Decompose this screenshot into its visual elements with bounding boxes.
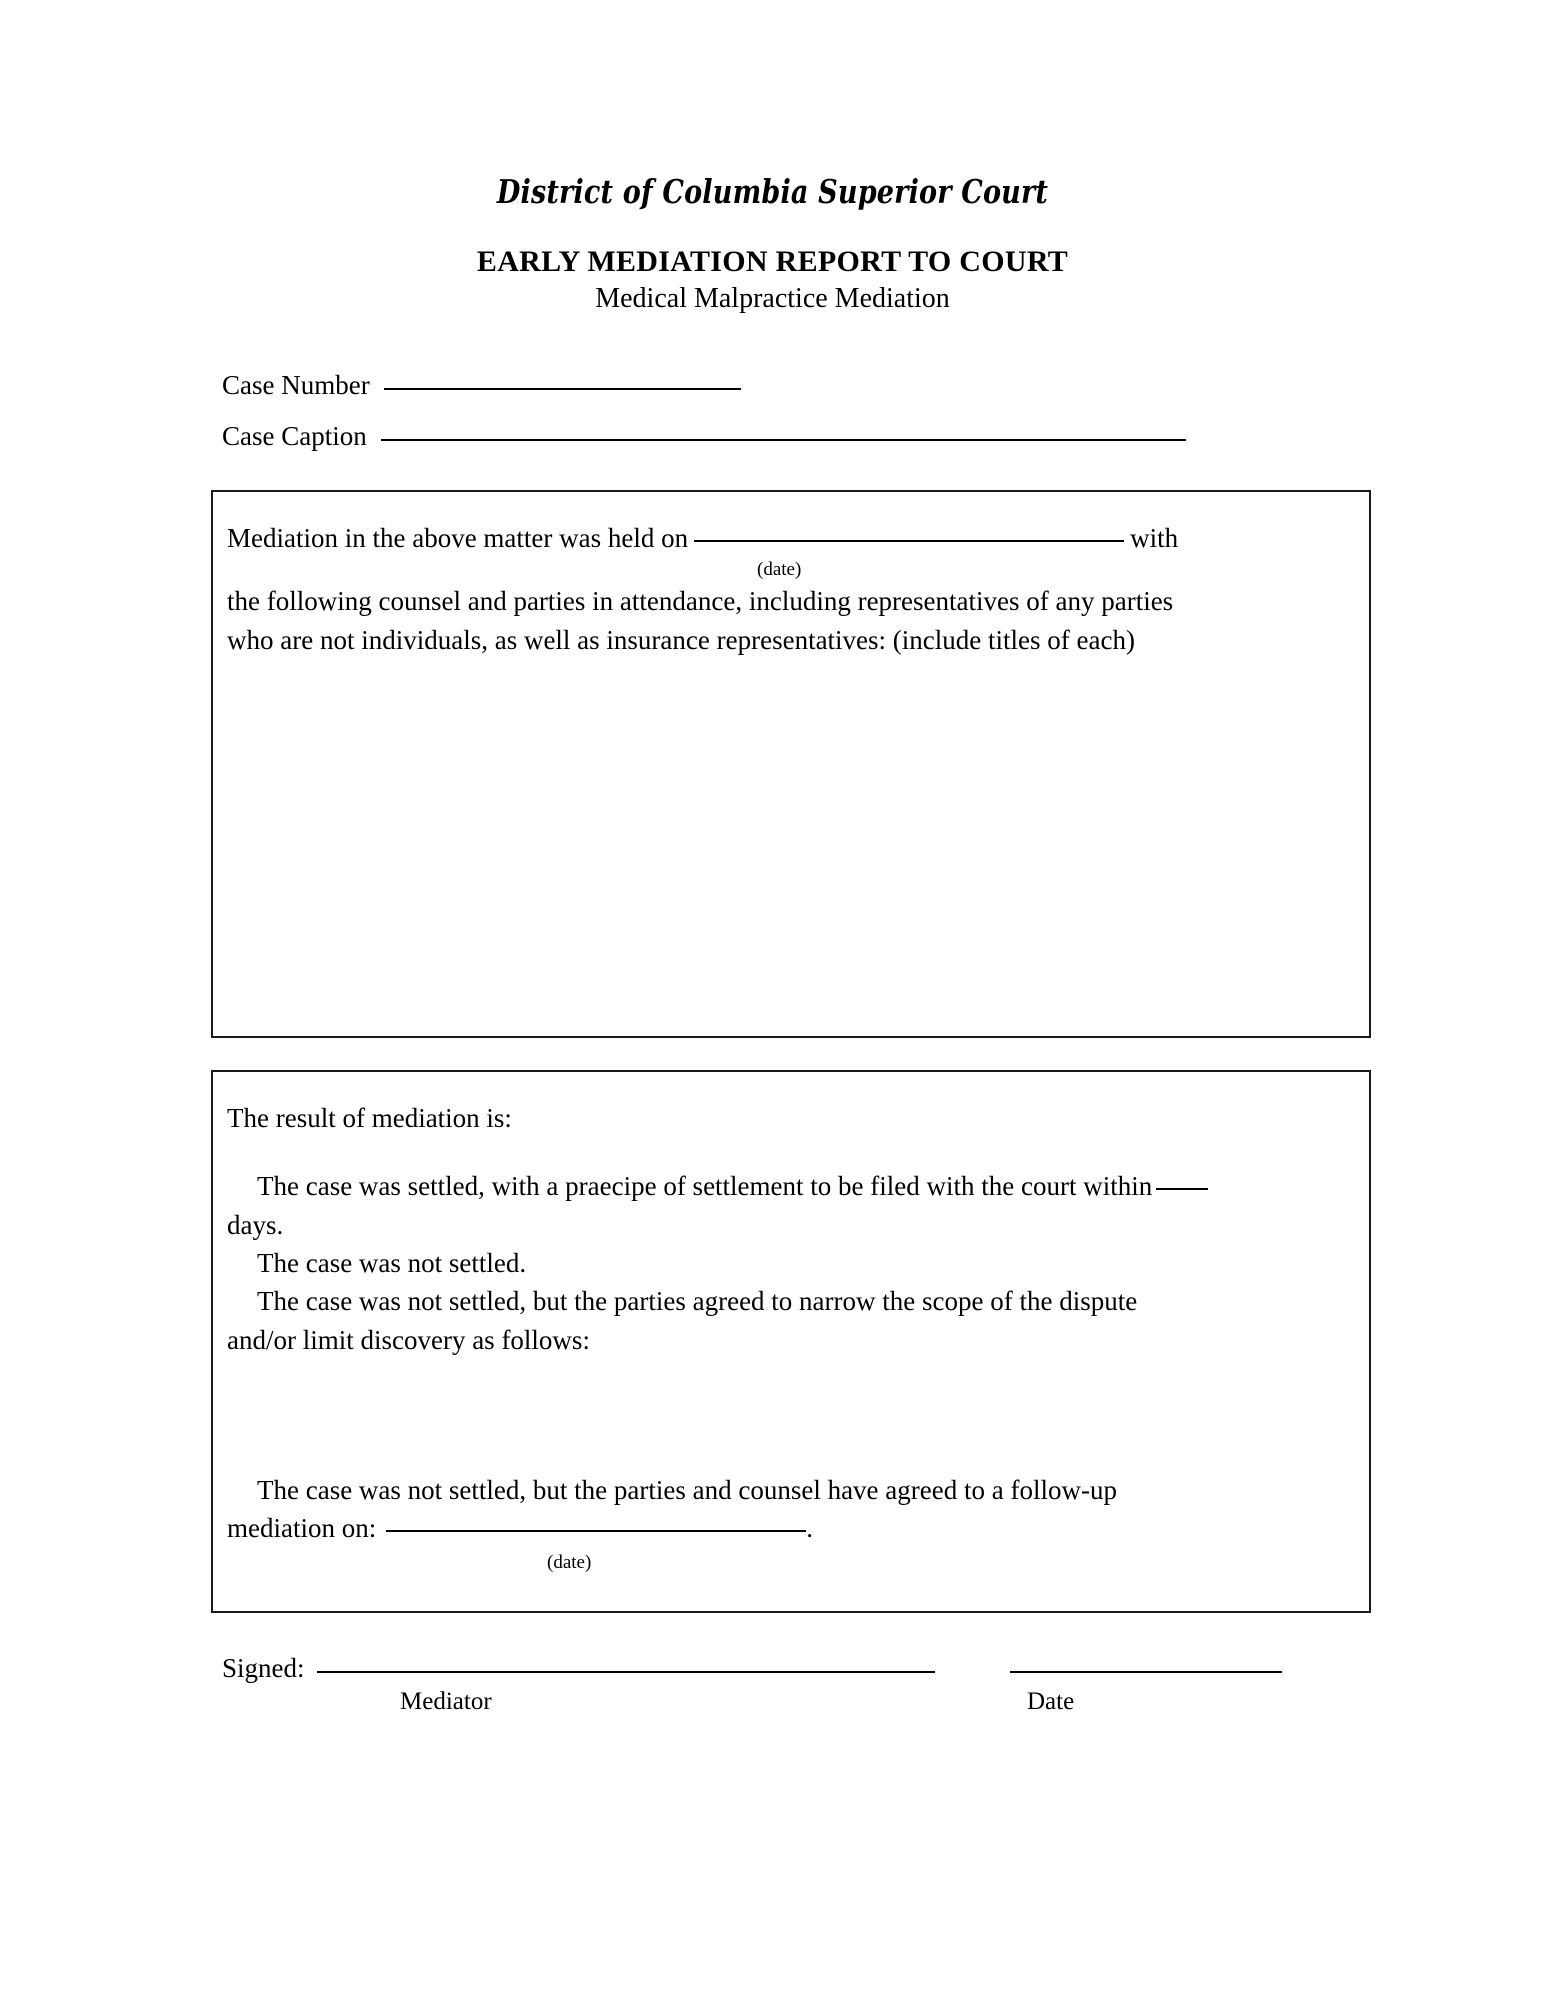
case-caption-blank[interactable]	[381, 439, 1186, 441]
case-number-field[interactable]	[222, 370, 741, 401]
date-caption: Date	[1027, 1688, 1075, 1715]
result-option-not-settled[interactable]: The case was not settled.	[257, 1247, 527, 1278]
mediator-caption: Mediator	[400, 1688, 492, 1715]
attendance-line-3: who are not individuals, as well as insurance representatives: (include titles of each)	[227, 624, 1135, 655]
case-caption-field[interactable]	[222, 421, 1186, 452]
result-option-narrowed-cont: and/or limit discovery as follows:	[227, 1324, 590, 1355]
result-option-settled[interactable]	[227, 1167, 1339, 1205]
result-option-followup[interactable]: The case was not settled, but the parties and counsel have agreed to a follow-up	[257, 1474, 1117, 1505]
result-box[interactable]	[211, 1070, 1371, 1613]
followup-period: .	[806, 1513, 813, 1544]
result-option-narrowed[interactable]: The case was not settled, but the parties agreed to narrow the scope of the dispute	[257, 1286, 1138, 1317]
spacer	[227, 1137, 1339, 1167]
mediation-held-line	[227, 519, 1339, 557]
case-caption-label: Case Caption	[222, 421, 367, 451]
court-name: District of Columbia Superior Court	[496, 172, 1049, 211]
attendance-box[interactable]	[211, 490, 1371, 1038]
result-box-body	[213, 1072, 1369, 1572]
date-note: (date)	[757, 559, 802, 581]
followup-date-blank[interactable]	[386, 1530, 806, 1532]
date-note: (date)	[547, 1551, 592, 1573]
result-option-followup-cont	[227, 1509, 1339, 1547]
signature-row[interactable]	[222, 1653, 1282, 1684]
mediation-held-prefix: Mediation in the above matter was held on	[227, 523, 689, 553]
signature-date-blank[interactable]	[1010, 1671, 1282, 1673]
case-number-blank[interactable]	[384, 388, 741, 390]
result-heading: The result of mediation is:	[227, 1103, 512, 1133]
mediator-signature-blank[interactable]	[317, 1671, 935, 1673]
result-option-settled-text: The case was settled, with a praecipe of settlement to be filed with the court within	[257, 1171, 1153, 1202]
followup-prefix: mediation on:	[227, 1513, 377, 1544]
page-title: EARLY MEDIATION REPORT TO COURT	[476, 245, 1069, 278]
mediation-date-blank[interactable]	[694, 540, 1124, 542]
result-option-settled-cont: days.	[227, 1209, 284, 1240]
settlement-days-blank[interactable]	[1156, 1188, 1208, 1190]
attendance-line-2: the following counsel and parties in attendance, including representatives of any parties	[227, 586, 1174, 617]
page-subtitle: Medical Malpractice Mediation	[595, 283, 950, 314]
case-number-label: Case Number	[222, 370, 370, 400]
narrow-scope-write-in-area[interactable]	[227, 1359, 1339, 1471]
signed-label: Signed:	[222, 1653, 305, 1683]
mediation-held-suffix: with	[1130, 523, 1179, 553]
attendance-box-body	[213, 492, 1369, 659]
